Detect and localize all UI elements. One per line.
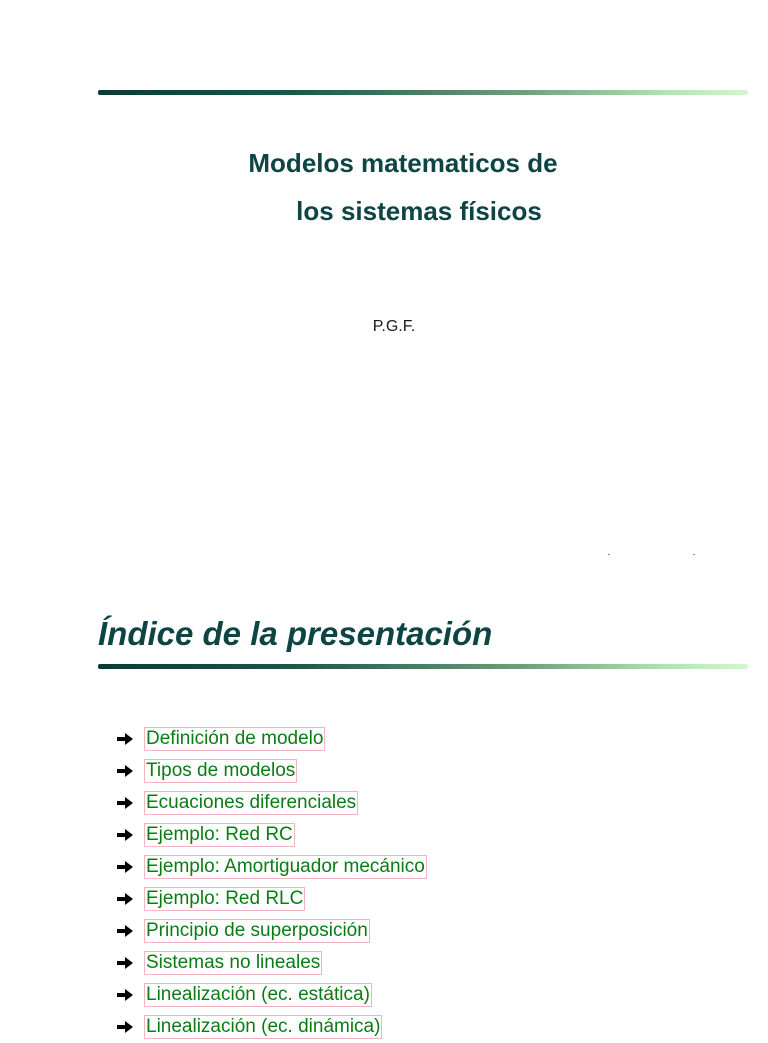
- arrow-right-icon: [115, 794, 137, 812]
- index-link-linealizacion-dinamica[interactable]: Linealización (ec. dinámica): [146, 1016, 381, 1037]
- arrow-right-icon: [115, 858, 137, 876]
- list-item: [115, 915, 427, 947]
- arrow-right-icon: [115, 922, 137, 940]
- index-heading: Índice de la presentación: [98, 615, 493, 652]
- slide-title-line-2: los sistemas físicos: [296, 196, 542, 226]
- index-link-ecuaciones-diferenciales[interactable]: Ecuaciones diferenciales: [146, 792, 357, 813]
- list-item: [115, 979, 427, 1011]
- list-item: [115, 851, 427, 883]
- arrow-right-icon: [115, 762, 137, 780]
- footer-mark: [693, 554, 695, 555]
- arrow-right-icon: [115, 986, 137, 1004]
- index-link-ejemplo-amortiguador[interactable]: Ejemplo: Amortiguador mecánico: [146, 856, 425, 877]
- index-link-ejemplo-red-rlc[interactable]: Ejemplo: Red RLC: [146, 888, 304, 909]
- list-item: [115, 755, 427, 787]
- footer-mark: [608, 554, 610, 555]
- author-initials: P.G.F.: [372, 318, 416, 335]
- title-slide-rule: [98, 90, 748, 95]
- index-link-sistemas-no-lineales[interactable]: Sistemas no lineales: [146, 952, 321, 973]
- arrow-right-icon: [115, 890, 137, 908]
- list-item: [115, 883, 427, 915]
- index-list: [115, 723, 427, 1043]
- index-link-definicion-de-modelo[interactable]: Definición de modelo: [146, 728, 324, 749]
- index-link-ejemplo-red-rc[interactable]: Ejemplo: Red RC: [146, 824, 293, 845]
- arrow-right-icon: [115, 826, 137, 844]
- slide-title-line-1: Modelos matematicos de: [248, 148, 558, 178]
- arrow-right-icon: [115, 730, 137, 748]
- index-link-principio-superposicion[interactable]: Principio de superposición: [146, 920, 368, 941]
- arrow-right-icon: [115, 954, 137, 972]
- index-link-linealizacion-estatica[interactable]: Linealización (ec. estática): [146, 984, 370, 1005]
- index-slide-rule: [98, 664, 748, 669]
- list-item: [115, 947, 427, 979]
- list-item: [115, 1011, 427, 1043]
- index-link-tipos-de-modelos[interactable]: Tipos de modelos: [146, 760, 296, 781]
- arrow-right-icon: [115, 1018, 137, 1036]
- list-item: [115, 723, 427, 755]
- list-item: [115, 819, 427, 851]
- list-item: [115, 787, 427, 819]
